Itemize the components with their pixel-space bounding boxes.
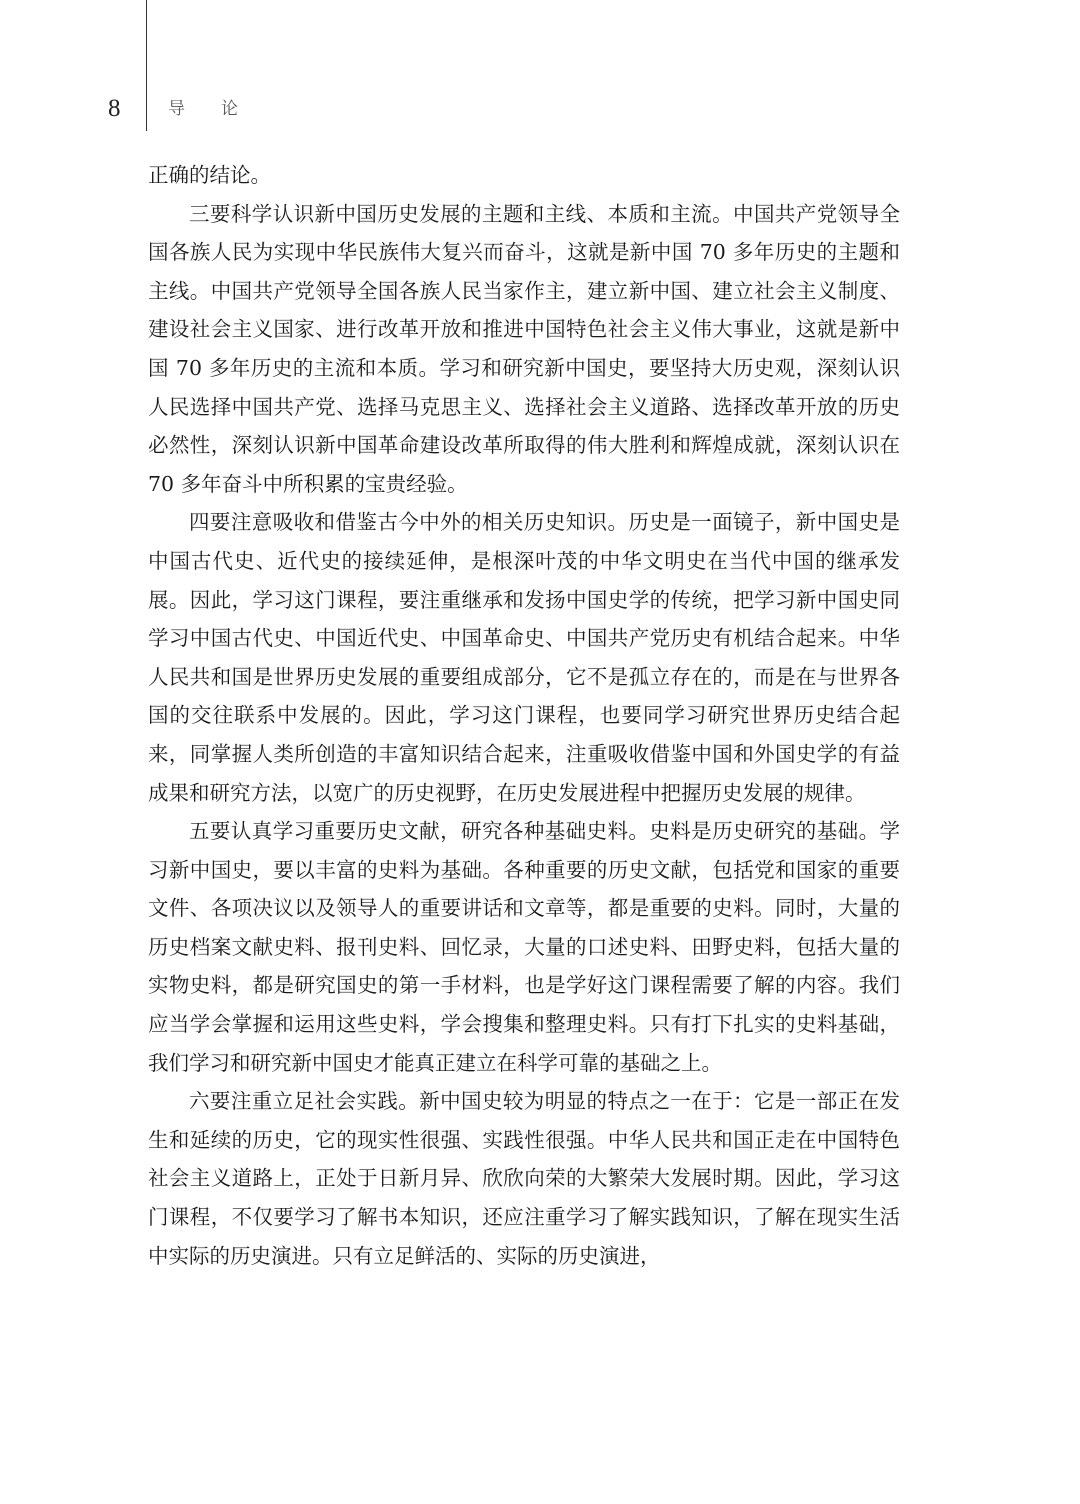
- body-text: [148, 156, 900, 1275]
- paragraph-point-three: 三要科学认识新中国历史发展的主题和主线、本质和主流。中国共产党领导全国各族人民为实现中华民族伟大复兴而奋斗，这就是新中国 70 多年历史的主题和主线。中国共产党领导全国各族人民当家作主，建立新中国、建立社会主义制度、建设社会主义国家、进行改革开放和推进中国特色社会主义伟大事业，这就是新中国 70 多年历史的主流和本质。学习和研究新中国史，要坚持大历史观，深刻认识人民选择中国共产党、选择马克思主义、选择社会主义道路、选择改革开放的历史必然性，深刻认识新中国革命建设改革所取得的伟大胜利和辉煌成就，深刻认识在 70 多年奋斗中所积累的宝贵经验。: [148, 201, 900, 496]
- paragraph-point-five: 五要认真学习重要历史文献，研究各种基础史料。史料是历史研究的基础。学习新中国史，要以丰富的史料为基础。各种重要的历史文献，包括党和国家的重要文件、各项决议以及领导人的重要讲话和文章等，都是重要的史料。同时，大量的历史档案文献史料、报刊史料、回忆录，大量的口述史料、田野史料，包括大量的实物史料，都是研究国史的第一手材料，也是学好这门课程需要了解的内容。我们应当学会掌握和运用这些史料，学会搜集和整理史料。只有打下扎实的史料基础，我们学习和研究新中国史才能真正建立在科学可靠的基础之上。: [148, 819, 900, 1075]
- paragraph-continuation: 正确的结论。: [148, 163, 271, 187]
- running-head: 导论: [168, 99, 274, 119]
- page-number: 8: [108, 95, 121, 122]
- header-vertical-rule: [146, 0, 147, 131]
- paragraph-point-six: 六要注重立足社会实践。新中国史较为明显的特点之一在于：它是一部正在发生和延续的历史，它的现实性很强、实践性很强。中华人民共和国正走在中国特色社会主义道路上，正处于日新月异、欣欣向荣的大繁荣大发展时期。因此，学习这门课程，不仅要学习了解书本知识，还应注重学习了解实践知识，了解在现实生活中实际的历史演进。只有立足鲜活的、实际的历史演进，: [148, 1089, 900, 1268]
- paragraph-point-four: 四要注意吸收和借鉴古今中外的相关历史知识。历史是一面镜子，新中国史是中国古代史、近代史的接续延伸，是根深叶茂的中华文明史在当代中国的继承发展。因此，学习这门课程，要注重继承和发扬中国史学的传统，把学习新中国史同学习中国古代史、中国近代史、中国革命史、中国共产党历史有机结合起来。中华人民共和国是世界历史发展的重要组成部分，它不是孤立存在的，而是在与世界各国的交往联系中发展的。因此，学习这门课程，也要同学习研究世界历史结合起来，同掌握人类所创造的丰富知识结合起来，注重吸收借鉴中国和外国史学的有益成果和研究方法，以宽广的历史视野，在历史发展进程中把握历史发展的规律。: [148, 510, 900, 805]
